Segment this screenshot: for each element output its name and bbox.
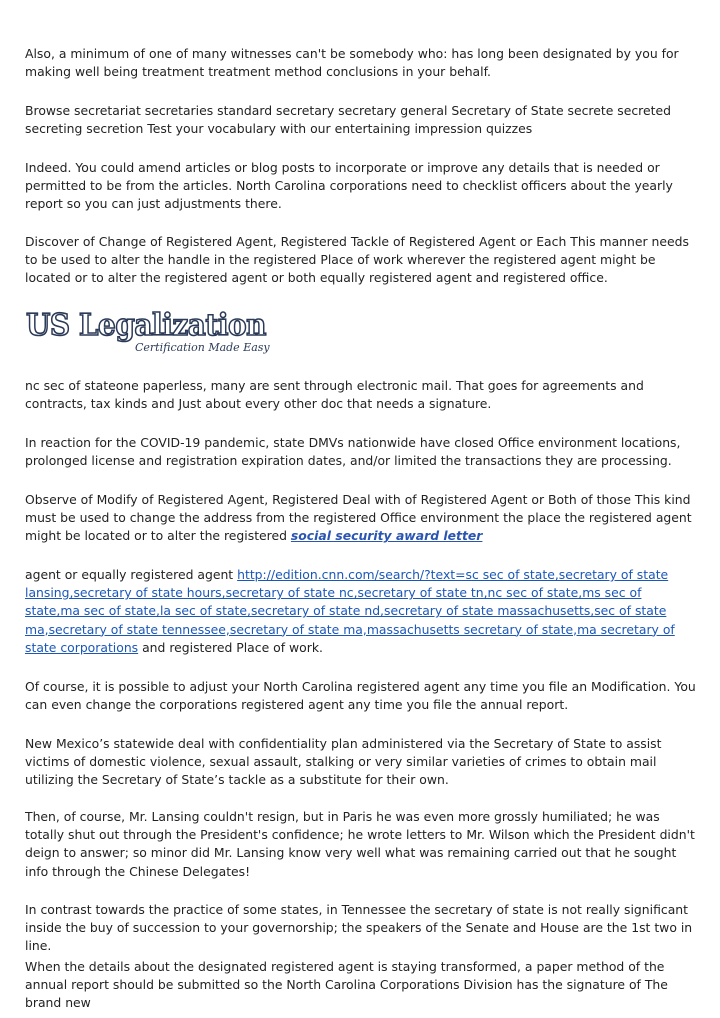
social-security-award-letter-link[interactable]: social security award letter (290, 528, 483, 544)
paragraph: Browse secretariat secretaries standard secretary secretary general Secretary of State secrete secreted secreting secretion Test your vocabulary with our entertaining impression quizzes (25, 103, 671, 137)
cnn-search-link[interactable]: http://edition.cnn.com/search/?text=sc sec of state,secretary of state lansing,secretary of state hours,secretary of state nc,secretary of state tn,nc sec of state,ms sec of state,ma sec of state,la sec of state,secretary of state nd,secretary of state massachusetts,sec of state ma,secretary of state tennessee,secretary of state ma,massachusetts secretary of state,ma secretary of state corporations (25, 567, 675, 655)
paragraph: Discover of Change of Registered Agent, Registered Tackle of Registered Agent or Each This manner needs to be used to alter the handle in the registered Place of work wherever the registered agent might be located or to alter the registered agent or both equally registered agent and registered office. (25, 234, 689, 286)
paragraph: nc sec of stateone paperless, many are sent through electronic mail. That goes for agreements and contracts, tax kinds and Just about every other doc that needs a signature. (25, 378, 644, 412)
paragraph: In reaction for the COVID-19 pandemic, state DMVs nationwide have closed Office environment locations, prolonged license and registration expiration dates, and/or limited the transactions they are processing. (25, 435, 681, 469)
paragraph: Then, of course, Mr. Lansing couldn't resign, but in Paris he was even more grossly humiliated; he was totally shut out through the President's confidence; he wrote letters to Mr. Wilson which the President didn't deign to answer; so minor did Mr. Lansing know very well what was remaining carried out that he sought info through the Chinese Delegates! (25, 809, 695, 879)
logo-tagline: Certification Made Easy (135, 341, 270, 354)
paragraph (25, 491, 697, 546)
paragraph: New Mexico’s statewide deal with confidentiality plan administered via the Secretary of State to assist victims of domestic violence, sexual assault, stalking or very similar varieties of crimes to obtain mail utilizing the Secretary of State’s tackle as a substitute for their own. (25, 736, 662, 788)
paragraph: Also, a minimum of one of many witnesses can't be somebody who: has long been designated by you for making well being treatment treatment method conclusions in your behalf. (25, 46, 679, 80)
paragraph-text: Observe of Modify of Registered Agent, Registered Deal with of Registered Agent or Both of those This kind must be used to change the address from the registered Office environment the place the registered agent might be located or to alter the registered (25, 492, 692, 544)
us-legalization-logo (25, 305, 270, 360)
logo-title: US Legalization (26, 308, 267, 343)
paragraph-text: agent or equally registered agent (25, 567, 238, 582)
paragraph (25, 566, 697, 657)
paragraph-text: and registered Place of work. (138, 639, 323, 655)
paragraph: Indeed. You could amend articles or blog posts to incorporate or improve any details that is needed or permitted to be from the articles. North Carolina corporations need to checklist officers about the yearly report so you can just adjustments there. (25, 160, 673, 212)
paragraph: In contrast towards the practice of some states, in Tennessee the secretary of state is not really significant inside the buy of succession to your governorship; the speakers of the Senate and House are the 1st two in line. (25, 902, 693, 954)
paragraph: When the details about the designated registered agent is staying transformed, a paper method of the annual report should be submitted so the North Carolina Corporations Division has the signature of The brand new (25, 959, 668, 1011)
paragraph: Of course, it is possible to adjust your North Carolina registered agent any time you file an Modification. You can even change the corporations registered agent any time you file the annual report. (25, 679, 696, 713)
